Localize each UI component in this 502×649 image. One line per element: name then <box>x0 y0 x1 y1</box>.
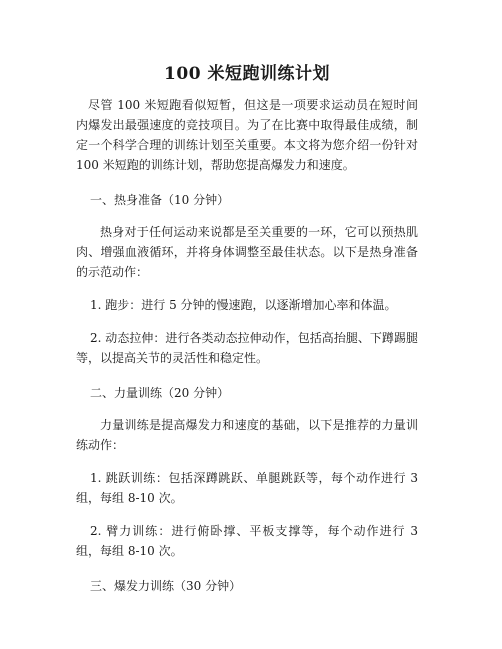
document-title: 100 米短跑训练计划 <box>164 64 330 84</box>
section-heading-warmup: 一、热身准备（10 分钟） <box>90 193 230 207</box>
intro-paragraph: 尽管 100 米短跑看似短暂，但这是一项要求运动员在短时间内爆发出最强速度的竞技项目。为了在比赛中取得最佳成绩，制定一个科学合理的训练计划至关重要。本文将为您介绍一份针对 100 米短跑的训练计划，帮助您提高爆发力和速度。 <box>76 98 418 172</box>
section-heading-power: 三、爆发力训练（30 分钟） <box>90 579 242 593</box>
section-heading-strength: 二、力量训练（20 分钟） <box>90 386 230 400</box>
list-item: 2. 臂力训练：进行俯卧撑、平板支撑等，每个动作进行 3 组，每组 8-10 次。 <box>76 524 418 558</box>
section-body-warmup: 热身对于任何运动来说都是至关重要的一环，它可以预热肌肉、增强血液循环，并将身体调整至最佳状态。以下是热身准备的示范动作： <box>76 225 418 279</box>
list-item: 2. 动态拉伸：进行各类动态拉伸动作，包括高抬腿、下蹲踢腿等，以提高关节的灵活性和稳定性。 <box>76 331 418 365</box>
list-item: 1. 跑步：进行 5 分钟的慢速跑，以逐渐增加心率和体温。 <box>90 298 397 312</box>
list-item: 1. 跳跃训练：包括深蹲跳跃、单腿跳跃等，每个动作进行 3 组，每组 8-10 次。 <box>76 471 418 505</box>
section-body-strength: 力量训练是提高爆发力和速度的基础，以下是推荐的力量训练动作： <box>76 418 418 452</box>
